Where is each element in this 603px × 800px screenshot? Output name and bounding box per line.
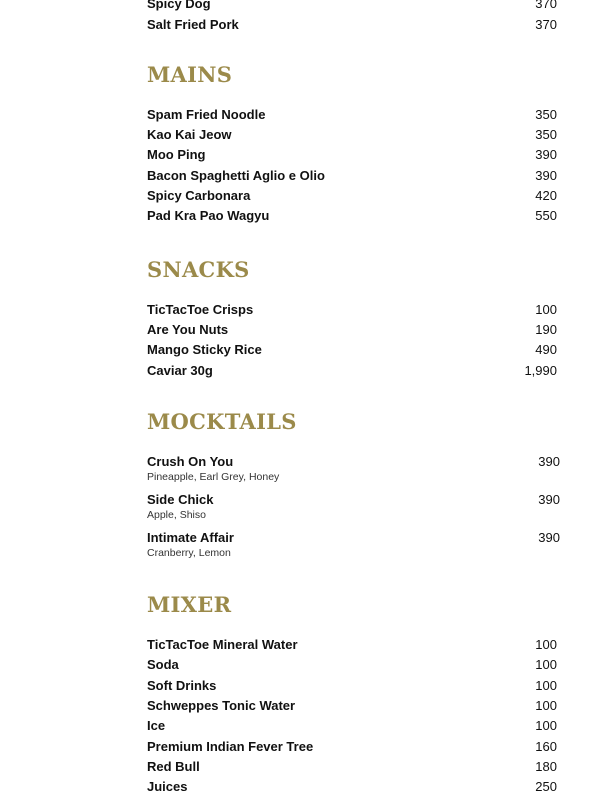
menu-item-name: Ice: [147, 718, 166, 733]
menu-item-name: Salt Fried Pork: [147, 17, 239, 32]
menu-item-price: 390: [538, 530, 560, 545]
menu-item-price: 100: [535, 718, 557, 733]
section-heading-mixer: MIXER: [147, 592, 232, 617]
menu-item-name: Red Bull: [147, 759, 200, 774]
menu-item-description: Pineapple, Earl Grey, Honey: [147, 471, 280, 483]
menu-item-name: Juices: [147, 779, 188, 794]
menu-item-name: Soft Drinks: [147, 678, 217, 693]
menu-item-price: 550: [535, 208, 557, 223]
section-heading-snacks: SNACKS: [147, 257, 250, 282]
menu-item-price: 160: [535, 739, 557, 754]
menu-item-description: Cranberry, Lemon: [147, 547, 231, 559]
menu-item-name: Mango Sticky Rice: [147, 342, 262, 357]
menu-item-description: Apple, Shiso: [147, 509, 206, 521]
menu-item-price: 100: [535, 678, 557, 693]
menu-item-price: 1,990: [524, 363, 557, 378]
menu-item-name: Crush On You: [147, 454, 234, 469]
section-heading-mains: MAINS: [147, 62, 233, 87]
menu-item-price: 350: [535, 127, 557, 142]
menu-item-name: Intimate Affair: [147, 530, 234, 545]
menu-item-name: Side Chick: [147, 492, 214, 507]
menu-item-name: Spam Fried Noodle: [147, 107, 266, 122]
menu-item-price: 390: [535, 168, 557, 183]
menu-item-name: Bacon Spaghetti Aglio e Olio: [147, 168, 325, 183]
menu-item-price: 250: [535, 779, 557, 794]
menu-item-price: 490: [535, 342, 557, 357]
menu-item-price: 180: [535, 759, 557, 774]
menu-item-name: Spicy Carbonara: [147, 188, 251, 203]
menu-item-name: Kao Kai Jeow: [147, 127, 232, 142]
menu-item-name: Premium Indian Fever Tree: [147, 739, 314, 754]
menu-item-price: 100: [535, 302, 557, 317]
menu-item-price: 390: [535, 147, 557, 162]
menu-item-name: Pad Kra Pao Wagyu: [147, 208, 270, 223]
menu-item-name: Soda: [147, 657, 179, 672]
menu-item-price: 350: [535, 107, 557, 122]
menu-item-price: 100: [535, 637, 557, 652]
menu-item-price: 370: [535, 17, 557, 32]
menu-item-price: 100: [535, 698, 557, 713]
menu-item-price: 390: [538, 454, 560, 469]
menu-item-name: Are You Nuts: [147, 322, 229, 337]
menu-item-name: Moo Ping: [147, 147, 206, 162]
menu-item-name: TicTacToe Crisps: [147, 302, 254, 317]
menu-item-price: 190: [535, 322, 557, 337]
menu-item-name: TicTacToe Mineral Water: [147, 637, 298, 652]
menu-item-name: Caviar 30g: [147, 363, 213, 378]
menu-item-name: Schweppes Tonic Water: [147, 698, 296, 713]
menu-item-price: 390: [538, 492, 560, 507]
menu-item-name: Spicy Dog: [147, 0, 211, 11]
menu-item-price: 370: [535, 0, 557, 11]
menu-item-price: 420: [535, 188, 557, 203]
section-heading-mocktails: MOCKTAILS: [147, 409, 297, 434]
menu-item-price: 100: [535, 657, 557, 672]
